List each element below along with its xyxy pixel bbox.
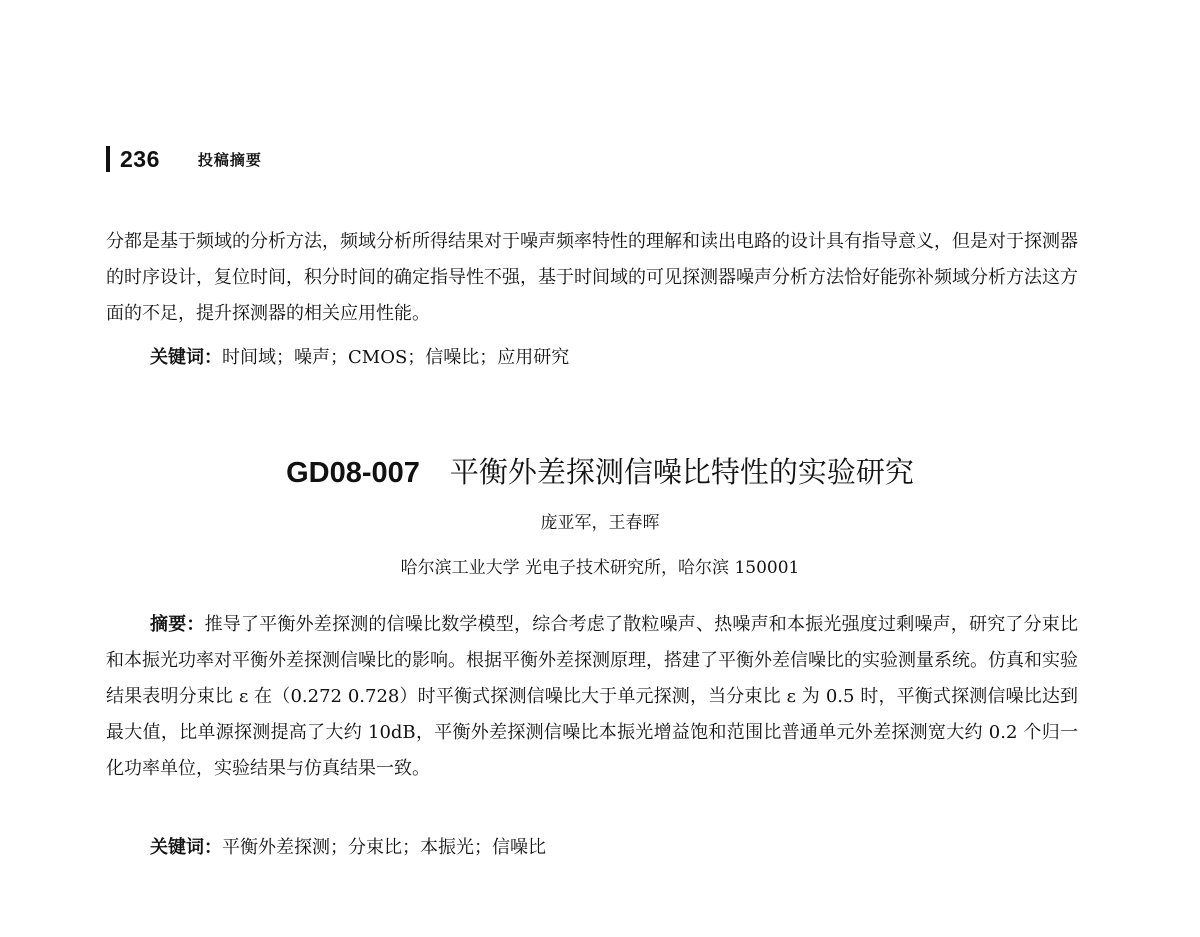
previous-abstract-continuation: 分都是基于频域的分析方法，频域分析所得结果对于噪声频率特性的理解和读出电路的设计具有指导意义，但是对于探测器的时序设计，复位时间，积分时间的确定指导性不强，基于时间域的可见探测器噪声分析方法恰好能弥补频域分析方法这方面的不足，提升探测器的相关应用性能。 [106, 231, 1078, 324]
page-number: 236 [120, 145, 160, 172]
header-rule [106, 146, 110, 172]
keywords-label: 关键词： [150, 837, 222, 858]
previous-keywords [150, 340, 1070, 376]
abstract-text: 推导了平衡外差探测的信噪比数学模型，综合考虑了散粒噪声、热噪声和本振光强度过剩噪声，研究了分束比和本振光功率对平衡外差探测信噪比的影响。根据平衡外差探测原理，搭建了平衡外差信噪比的实验测量系统。仿真和实验结果表明分束比 ε 在（0.272 0.728）时平衡式探测信噪比大于单元探测，当分束比 ε 为 0.5 时，平衡式探测信噪比达到最大值，比单源探测提高了大约 10dB，平衡外差探测信噪比本振光增益饱和范围比普通单元外差探测宽大约 0.2 个归一化功率单位，实验结果与仿真结果一致。 [106, 614, 1079, 779]
article-title [0, 448, 1200, 497]
article-id: GD08-007 [286, 457, 420, 489]
article-name: 平衡外差探测信噪比特性的实验研究 [449, 455, 914, 489]
abstract-label: 摘要： [150, 614, 205, 635]
article-affiliation: 哈尔滨工业大学 光电子技术研究所，哈尔滨 150001 [400, 558, 800, 578]
keywords-text: 平衡外差探测；分束比；本振光；信噪比 [222, 837, 546, 858]
section-label: 投稿摘要 [197, 150, 262, 169]
article-abstract [106, 607, 1078, 787]
keywords-label: 关键词： [150, 347, 222, 368]
article-keywords [150, 830, 1070, 866]
page-header [106, 142, 262, 176]
article-authors: 庞亚军，王春晖 [540, 513, 660, 533]
keywords-text: 时间域；噪声；CMOS；信噪比；应用研究 [222, 347, 570, 368]
